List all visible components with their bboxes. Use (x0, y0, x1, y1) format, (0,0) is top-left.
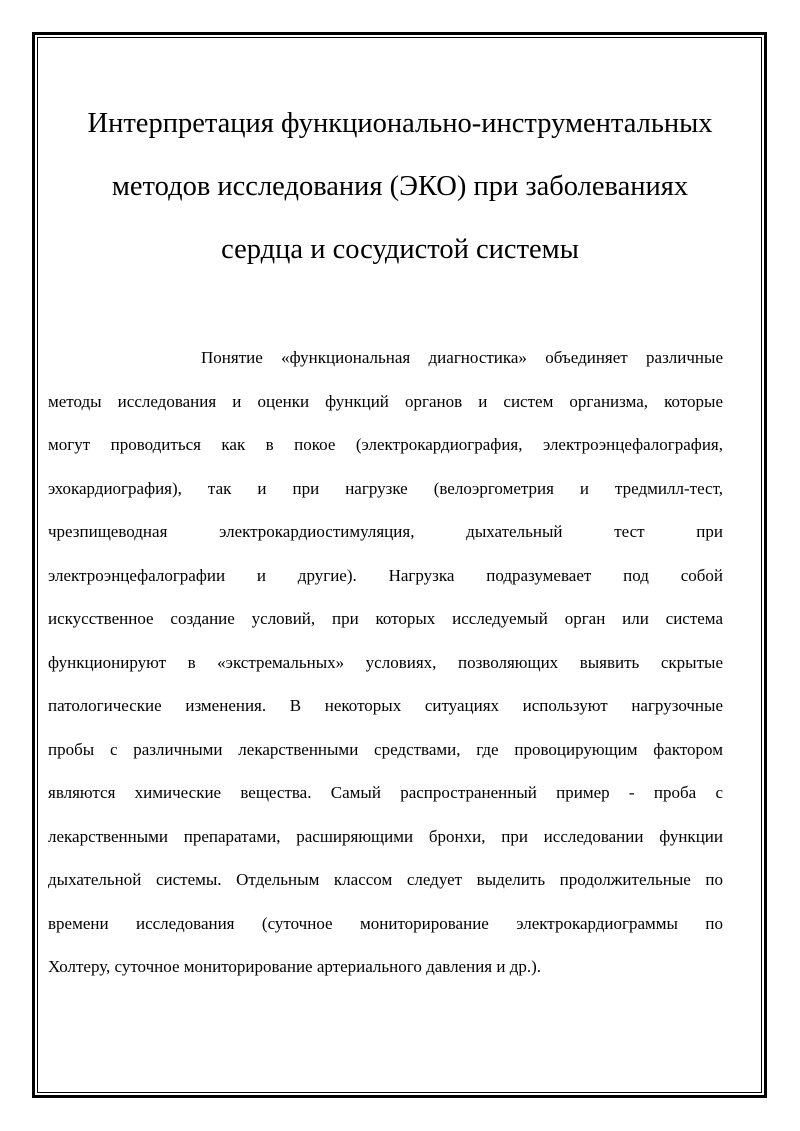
paragraph-line: пробы с различными лекарственными средствами, где провоцирующим фактором (48, 739, 723, 759)
document-title (48, 92, 752, 281)
paragraph-line: Понятие «функциональная диагностика» объединяет различные (201, 348, 723, 367)
paragraph-line: электроэнцефалографии и другие). Нагрузка подразумевает под собой (48, 565, 723, 585)
paragraph-line: патологические изменения. В некоторых ситуациях используют нагрузочные (48, 696, 723, 715)
paragraph-line: методы исследования и оценки функций органов и систем организма, которые (48, 391, 723, 411)
body-paragraph (48, 336, 723, 989)
paragraph-line: Холтеру, суточное мониторирование артериального давления и др.). (48, 957, 542, 976)
paragraph-line: являются химические вещества. Самый распространенный пример - проба с (48, 783, 723, 802)
paragraph-line: искусственное создание условий, при которых исследуемый орган или система (48, 609, 723, 628)
paragraph-line: чрезпищеводная электрокардиостимуляция, дыхательный тест при (48, 522, 723, 541)
paragraph-line: могут проводиться как в покое (электрокардиография, электроэнцефалография, (48, 435, 723, 454)
title-line: сердца и сосудистой системы (221, 234, 579, 265)
paragraph-line: эхокардиография), так и при нагрузке (велоэргометрия и тредмилл-тест, (48, 478, 723, 498)
paragraph-line: функционируют в «экстремальных» условиях, позволяющих выявить скрытые (48, 652, 723, 672)
title-line: Интерпретация функционально-инструментальных (87, 108, 713, 139)
title-line: методов исследования (ЭКО) при заболеваниях (111, 171, 689, 202)
paragraph-line: лекарственными препаратами, расширяющими бронхи, при исследовании функции (48, 826, 723, 846)
paragraph-line: дыхательной системы. Отдельным классом следует выделить продолжительные по (48, 870, 723, 889)
paragraph-line: времени исследования (суточное мониторирование электрокардиограммы по (48, 913, 723, 933)
